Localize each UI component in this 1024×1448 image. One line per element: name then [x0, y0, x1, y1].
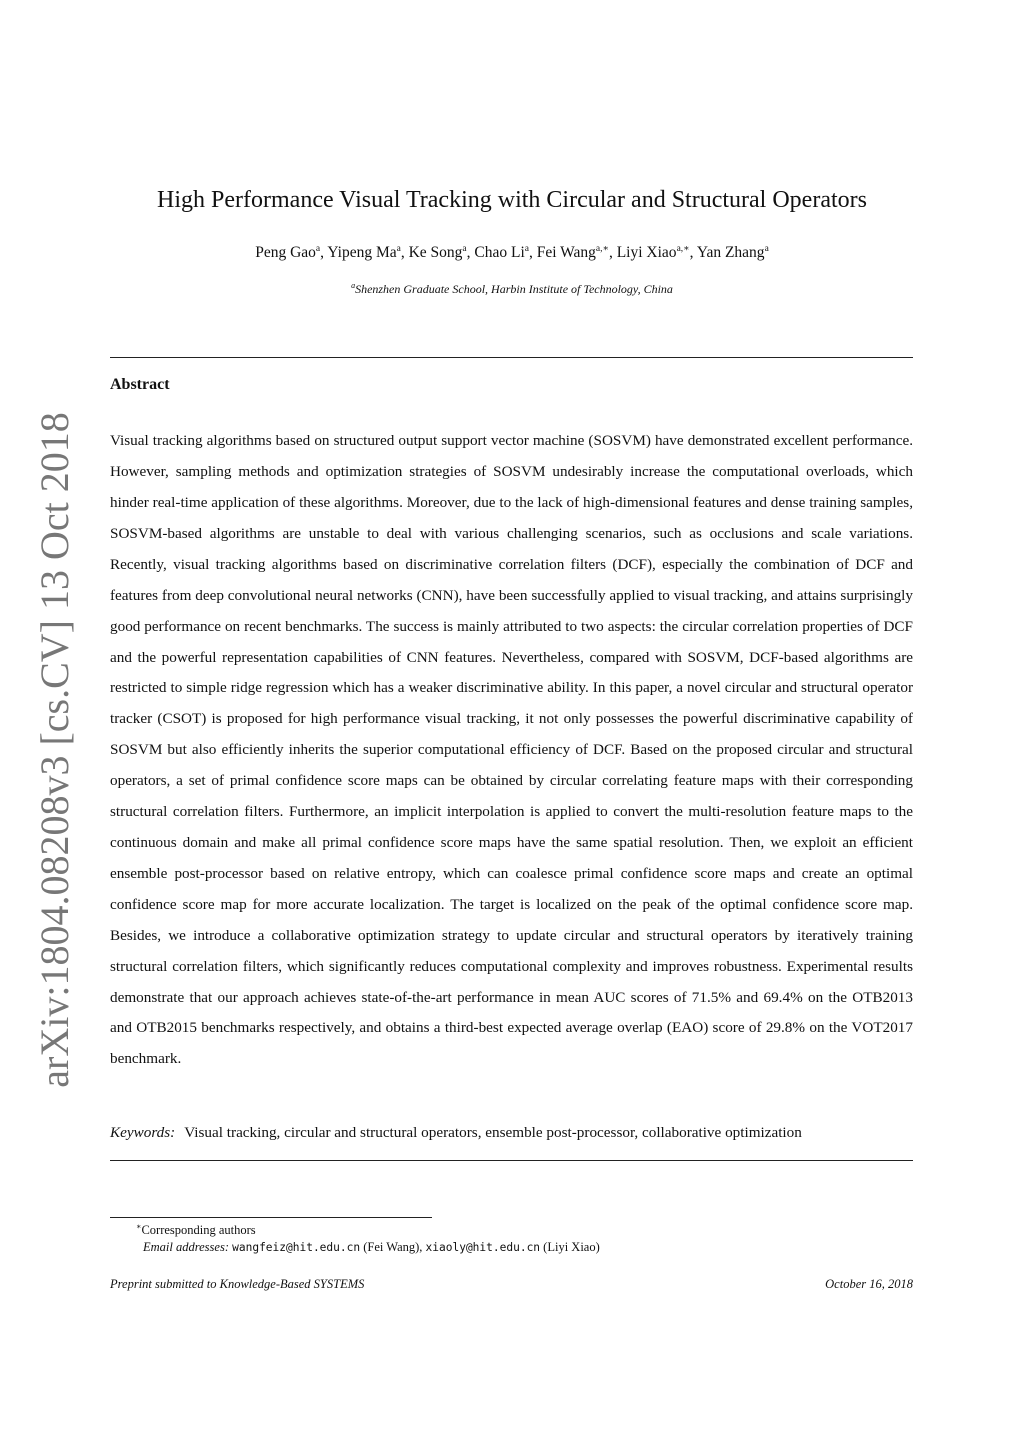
- paper-title: High Performance Visual Tracking with Circular and Structural Operators: [157, 187, 867, 213]
- author-affiliation-mark: a: [396, 244, 401, 254]
- author-name: Peng Gao: [255, 244, 316, 261]
- footnote-corresponding: [136, 1221, 256, 1239]
- author-name: Ke Song: [408, 244, 463, 261]
- preprint-date: October 16, 2018: [825, 1277, 913, 1291]
- abstract-top-rule: [110, 357, 913, 358]
- footnote-corresponding-text: Corresponding authors: [141, 1223, 256, 1237]
- keywords: [110, 1122, 913, 1144]
- footnote-emails: [143, 1238, 600, 1257]
- author-name: Fei Wang: [536, 244, 596, 261]
- affiliation-mark: a: [351, 281, 356, 290]
- abstract-bottom-rule: [110, 1160, 913, 1161]
- arxiv-identifier-stamp: arXiv:1804.08208v3 [cs.CV] 13 Oct 2018: [32, 412, 77, 1088]
- keywords-label: Keywords:: [110, 1124, 176, 1141]
- author-affiliation-mark: a: [524, 244, 529, 254]
- footnote-rule: [110, 1217, 432, 1218]
- author-affiliation-mark: a,∗: [595, 244, 609, 254]
- email-owner-xiao: (Liyi Xiao): [543, 1240, 600, 1254]
- author-name: Yan Zhang: [696, 244, 765, 261]
- email-link-wang[interactable]: wangfeiz@hit.edu.cn: [232, 1241, 361, 1254]
- affiliation-text: Shenzhen Graduate School, Harbin Institute of Technology, China: [355, 282, 673, 296]
- author-affiliation-mark: a,∗: [676, 244, 690, 254]
- email-owner-wang: (Fei Wang),: [363, 1240, 423, 1254]
- author-affiliation-mark: a: [764, 244, 769, 254]
- affiliation: [0, 280, 1024, 298]
- email-label: Email addresses:: [143, 1240, 229, 1254]
- author-affiliation-mark: a: [462, 244, 467, 254]
- author-name: Liyi Xiao: [616, 244, 677, 261]
- preprint-note: Preprint submitted to Knowledge-Based SYSTEMS: [110, 1277, 365, 1291]
- author-name: Chao Li: [474, 244, 525, 261]
- author-affiliation-mark: a: [315, 244, 321, 254]
- author-list: Peng Gao$^a$, Yipeng Ma$^a$, Ke Song$^a$, Chao Li$^a$, Fei Wang$^{a,∗}$, Liyi Xiao$^{a,∗}$, Yan Zhang$^a$: [255, 244, 769, 261]
- author-name: Yipeng Ma: [327, 244, 397, 261]
- abstract-text: Visual tracking algorithms based on structured output support vector machine (SOSVM) have demonstrated excellent performance. However, sampling methods and optimization strategies of SOSVM undesirably increase the computational overloads, which hinder real-time application of these algorithms. Moreover, due to the lack of high-dimensional features and dense training samples, SOSVM-based algorithms are unstable to deal with various challenging scenarios, such as occlusions and scale variations. Recently, visual tracking algorithms based on discriminative correlation filters (DCF), especially the combination of DCF and features from deep convolutional neural networks (CNN), have been successfully applied to visual tracking, and attains surprisingly good performance on recent benchmarks. The success is mainly attributed to two aspects: the circular correlation properties of DCF and the powerful representation capabilities of CNN features. Nevertheless, compared with SOSVM, DCF-based algorithms are restricted to simple ridge regression which has a weaker discriminative ability. In this paper, a novel circular and structural operator tracker (CSOT) is proposed for high performance visual tracking, it not only possesses the powerful discriminative capability of SOSVM but also efficiently inherits the superior computational efficiency of DCF. Based on the proposed circular and structural operators, a set of primal confidence score maps can be obtained by circular correlating feature maps with their corresponding structural correlation filters. Furthermore, an implicit interpolation is applied to convert the multi-resolution feature maps to the continuous domain and make all primal confidence score maps have the same spatial resolution. Then, we exploit an efficient ensemble post-processor based on relative entropy, which can coalesce primal confidence score maps and create an optimal confidence score map for more accurate localization. The target is localized on the peak of the optimal confidence score map. Besides, we introduce a collaborative optimization strategy to update circular and structural operators by iteratively training structural correlation filters, which significantly reduces computational complexity and improves robustness. Experimental results demonstrate that our approach achieves state-of-the-art performance in mean AUC scores of 71.5% and 69.4% on the OTB2013 and OTB2015 benchmarks respectively, and obtains a third-best expected average overlap (EAO) score of 29.8% on the VOT2017 benchmark.: [110, 432, 913, 1068]
- email-link-xiao[interactable]: xiaoly@hit.edu.cn: [425, 1241, 541, 1254]
- abstract-heading: Abstract: [110, 376, 170, 393]
- footnote-mark: ∗: [136, 1222, 142, 1231]
- keywords-text: Visual tracking, circular and structural operators, ensemble post-processor, collaborative optimization: [184, 1124, 802, 1141]
